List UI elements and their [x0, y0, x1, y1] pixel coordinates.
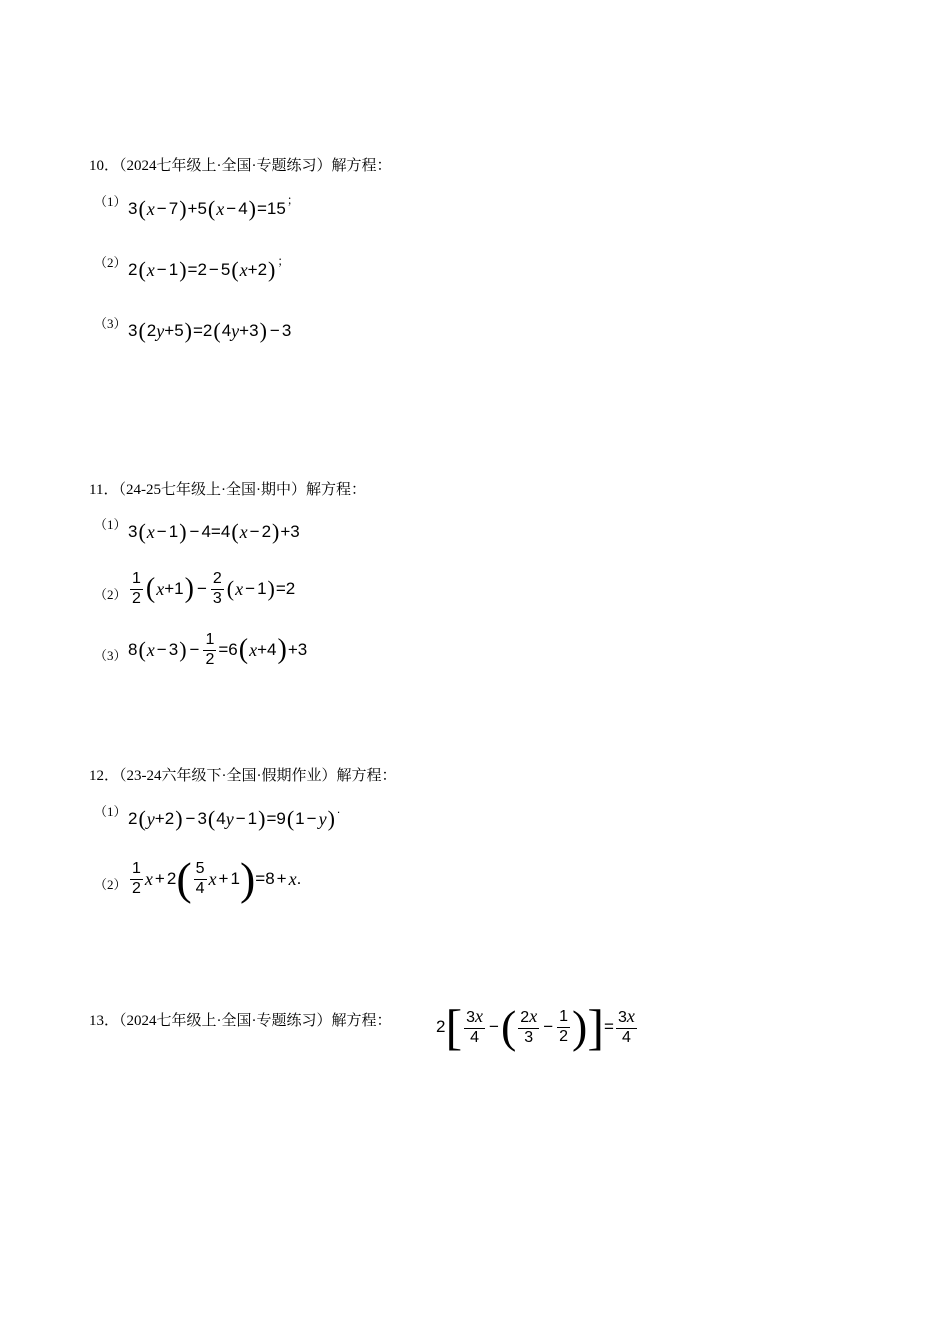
question-number: 13．: [89, 1013, 120, 1029]
part-label: （1）: [94, 804, 127, 819]
equation-13: 2 [ $\frac{3x}{4}$ − ( $\frac{2x}{3}$ − $\frac{1}{2}$ ) ] = $\frac{3x}{4}$: [436, 999, 635, 1055]
question-source: （24-25七年级上·全国·期中）解方程：: [118, 482, 366, 498]
part-label: （2）: [94, 255, 127, 270]
part-label: （1）: [94, 517, 127, 532]
question-number: 12．: [89, 768, 120, 784]
part-label: （3）: [94, 316, 127, 331]
equation-12-2: $\frac{1}{2}$ x + 2 ( $\frac{5}{4}$ x + 1 ) =8 + x .: [132, 853, 302, 904]
question-source: （2024七年级上·全国·专题练习）解方程：: [119, 1013, 392, 1029]
question-11-header: [89, 478, 366, 499]
equation-11-1: 3 ( x − 1 ) − 4=4 ( x − 2 ) +3: [128, 519, 300, 544]
part-label: （2）: [94, 587, 127, 602]
part-label: （2）: [94, 877, 127, 892]
question-source: （23-24六年级下·全国·假期作业）解方程：: [119, 768, 397, 784]
question-12-header: [89, 764, 397, 785]
question-source: （2024七年级上·全国·专题练习）解方程：: [119, 158, 392, 174]
part-label: （3）: [94, 648, 127, 663]
equation-12-1: 2 ( y +2 ) − 3 ( 4 y − 1 ) =9 ( 1 − y ) .: [128, 802, 341, 831]
question-number: 10．: [89, 158, 120, 174]
part-label: （1）: [94, 194, 127, 209]
equation-11-2: $\frac{1}{2}$ ( x +1 ) − $\frac{2}{3}$ ( x − 1 ) =2: [132, 570, 296, 607]
equation-10-3: 3 ( 2 y +5 ) =2 ( 4 y +3 ) − 3: [128, 318, 292, 343]
equation-11-3: 8 ( x − 3 ) − $\frac{1}{2}$ =6 ( x +4 ) +3: [128, 631, 308, 668]
equation-10-1: 3 ( x − 7 ) +5 ( x − 4 ) =15 ；: [128, 192, 299, 221]
question-13-header: [89, 1009, 392, 1030]
equation-10-2: 2 ( x − 1 ) =2 − 5 ( x +2 ) ；: [128, 253, 290, 282]
question-10-header: [89, 154, 392, 175]
question-number: 11．: [89, 482, 119, 498]
